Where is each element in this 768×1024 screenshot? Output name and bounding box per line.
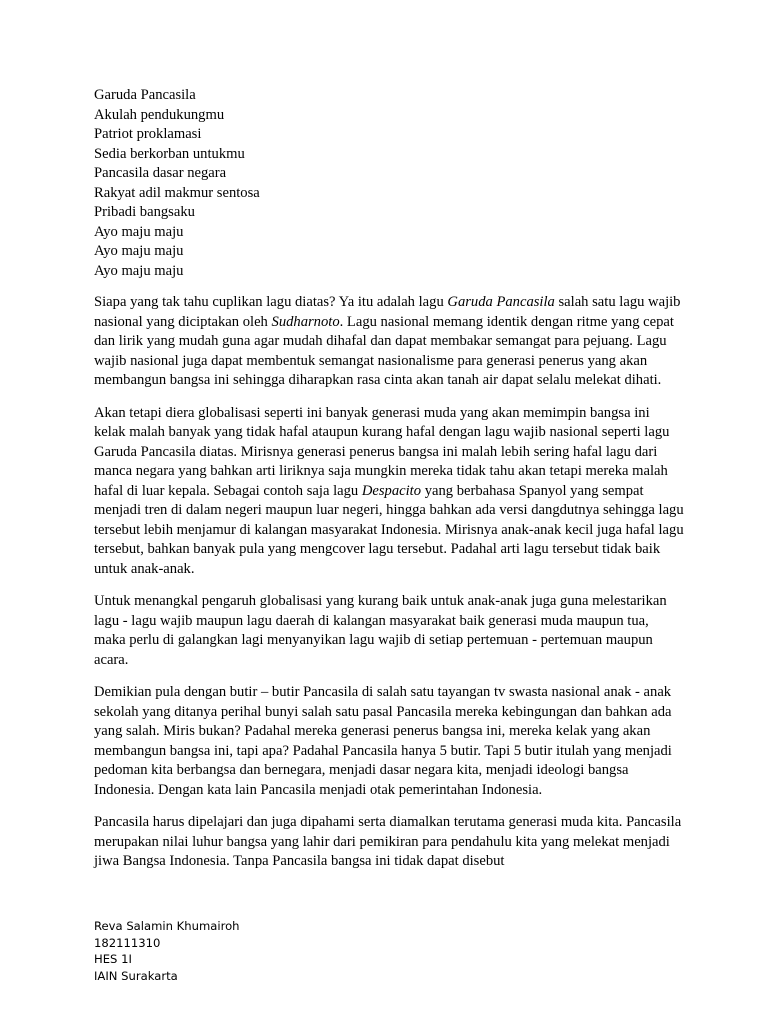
institution-name: IAIN Surakarta <box>94 968 178 983</box>
class-name: HES 1I <box>94 952 132 967</box>
lyric-line: Sedia berkorban untukmu <box>94 145 245 162</box>
student-id: 182111310 <box>94 935 161 950</box>
lyric-line: Ayo maju maju <box>94 223 184 240</box>
paragraph-text: . Lagu nasional memang identik dengan ritme yang cepat dan lirik yang mudah guna agar mudah dihafal dan dapat membakar semangat para pejuang. Lagu wajib nasional juga dapat membentuk semangat nasionalisme para generasi penerus yang akan membangun bangsa ini sehingga diharapkan rasa cinta akan tanah air dapat selalu melekat dihati. <box>94 313 674 388</box>
paragraph-text: salah satu lagu wajib nasional yang diciptakan oleh <box>94 294 681 330</box>
author-name: Reva Salamin Khumairoh <box>94 919 240 933</box>
author-footer <box>94 918 240 984</box>
song-title-emphasis: Garuda Pancasila <box>447 294 555 310</box>
paragraph-text: Akan tetapi diera globalisasi seperti ini banyak generasi muda yang akan memimpin bangsa ini kelak malah banyak yang tidak hafal ataupun kurang hafal dengan lagu wajib nasional seperti lagu Garuda Pancasila diatas. Mirisnya generasi penerus bangsa ini malah lebih sering hafal lagu dari manca negara yang bahkan arti liriknya saja mungkin mereka tidak tahu akan tetapi mereka malah hafal di luar kepala. Sebagai contoh saja lagu <box>94 404 670 499</box>
song-lyrics <box>94 86 684 281</box>
lyric-line: Pancasila dasar negara <box>94 165 227 181</box>
lyric-line: Pribadi bangsaku <box>94 204 195 220</box>
lyric-line: Garuda Pancasila <box>94 87 196 103</box>
lyric-line: Akulah pendukungmu <box>94 106 225 123</box>
song-title-emphasis: Despacito <box>361 482 422 499</box>
paragraph-3: Untuk menangkal pengaruh globalisasi yang kurang baik untuk anak-anak juga guna melestarikan lagu - lagu wajib maupun lagu daerah di kalangan masyarakat baik generasi muda maupun tua, maka perlu di galangkan lagi menyanyikan lagu wajib di setiap pertemuan - pertemuan maupun acara. <box>94 593 667 668</box>
lyric-line: Ayo maju maju <box>94 243 184 259</box>
document-body <box>94 86 684 872</box>
paragraph-text: Siapa yang tak tahu cuplikan lagu diatas? Ya itu adalah lagu <box>94 294 448 310</box>
composer-name-emphasis: Sudharnoto <box>271 313 340 330</box>
paragraph-4: Demikian pula dengan butir – butir Pancasila di salah satu tayangan tv swasta nasional anak - anak sekolah yang ditanya perihal bunyi salah satu pasal Pancasila mereka kebingungan dan bahkan ada yang salah. Miris bukan? Padahal mereka generasi penerus bangsa ini, mereka kelak yang akan membangun bangsa ini, tapi apa? Padahal Pancasila hanya 5 butir. Tapi 5 butir itulah yang menjadi pedoman kita berbangsa dan bernegara, menjadi dasar negara kita, menjadi ideologi bangsa Indonesia. Dengan kata lain Pancasila menjadi otak pemerintahan Indonesia. <box>94 684 672 798</box>
lyric-line: Ayo maju maju <box>94 262 184 279</box>
lyric-line: Patriot proklamasi <box>94 126 202 142</box>
paragraph-text: yang berbahasa Spanyol yang sempat menjadi tren di dalam negeri maupun luar negeri, hingga bahkan ada versi dangdutnya sehingga lagu tersebut lebih menjamur di kalangan masyarakat Indonesia. Mirisnya anak-anak kecil juga hafal lagu tersebut, bahkan banyak pula yang mengcover lagu tersebut. Padahal arti lagu tersebut tidak baik untuk anak-anak. <box>94 482 684 577</box>
paragraph-1 <box>94 293 684 391</box>
paragraph-5: Pancasila harus dipelajari dan juga dipahami serta diamalkan terutama generasi muda kita. Pancasila merupakan nilai luhur bangsa yang lahir dari pemikiran para pendahulu kita yang melekat menjadi jiwa Bangsa Indonesia. Tanpa Pancasila bangsa ini tidak dapat disebut <box>94 814 682 869</box>
lyric-line: Rakyat adil makmur sentosa <box>94 184 260 201</box>
paragraph-2 <box>94 404 684 580</box>
